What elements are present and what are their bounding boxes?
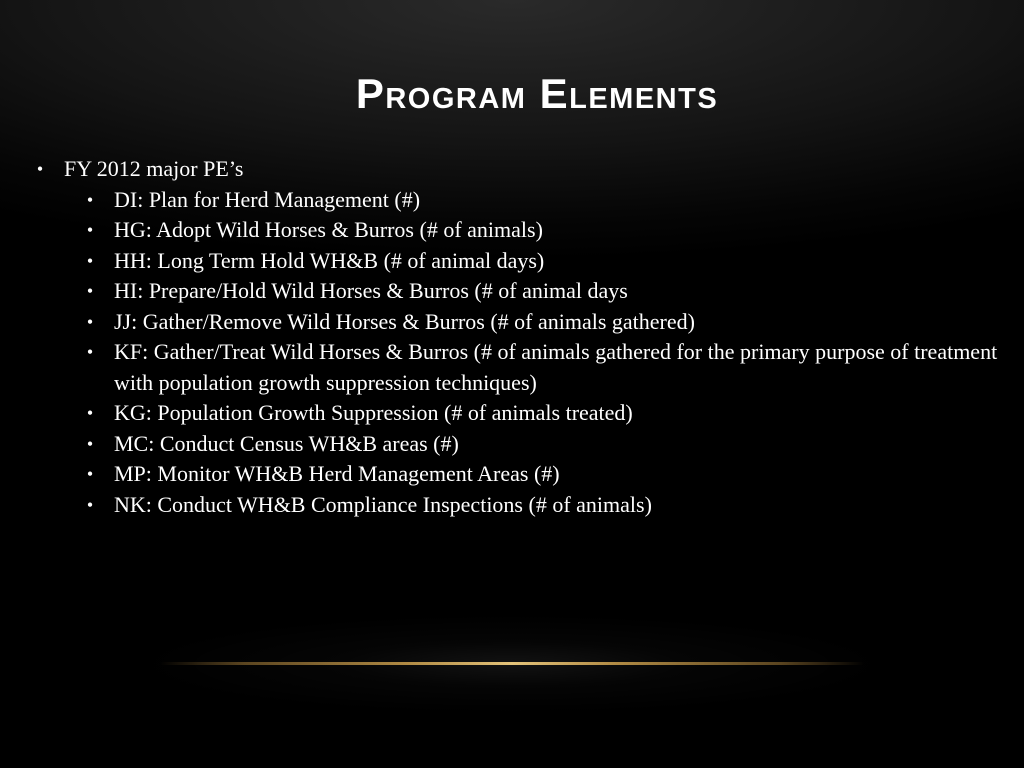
list-item-main: [30, 154, 1000, 520]
bullet-icon: •: [86, 311, 94, 332]
bullet-icon: •: [86, 342, 94, 362]
sub-list-item: [80, 398, 1000, 429]
slide-title: Program Elements: [355, 70, 719, 117]
slide-body: [30, 154, 1000, 520]
sub-list-item: [80, 215, 1000, 246]
bullet-icon: •: [86, 433, 94, 454]
bullet-icon: •: [86, 220, 94, 240]
sub-list-item-label: JJ: Gather/Remove Wild Horses & Burros (# of animals gathered): [114, 308, 695, 334]
sub-list-item: [80, 307, 1000, 338]
sub-list-item: [80, 246, 1000, 277]
sub-list-item: [80, 459, 1000, 490]
sub-list-item-label: HI: Prepare/Hold Wild Horses & Burros (# of animal days: [114, 278, 628, 303]
sub-list-item-label: MC: Conduct Census WH&B areas (#): [114, 430, 459, 456]
sub-list-item-label: HH: Long Term Hold WH&B (# of animal days): [114, 247, 545, 273]
accent-divider-line: [160, 662, 864, 665]
sub-list-item-label: KF: Gather/Treat Wild Horses & Burros (# of animals gathered for the primary purpose of treatment with population growth suppression techniques): [114, 339, 998, 395]
list-item-label: FY 2012 major PE’s: [64, 156, 244, 181]
bullet-icon: •: [86, 464, 94, 484]
bullet-icon: •: [86, 250, 94, 271]
bullet-icon: •: [86, 494, 94, 515]
sub-list-item-label: DI: Plan for Herd Management (#): [114, 186, 421, 212]
sub-list-item-label: MP: Monitor WH&B Herd Management Areas (#): [114, 461, 560, 486]
sub-list-item: [80, 490, 1000, 521]
sub-list-item-label: NK: Conduct WH&B Compliance Inspections (# of animals): [114, 491, 652, 517]
sub-list-item-label: KG: Population Growth Suppression (# of animals treated): [114, 400, 633, 425]
sub-list-item: [80, 276, 1000, 307]
sub-list-item: [80, 185, 1000, 216]
bullet-icon: •: [36, 159, 44, 179]
bullet-list: [30, 154, 1000, 520]
sub-list-item: [80, 337, 1000, 398]
bullet-icon: •: [86, 189, 94, 210]
sub-list-item-label: HG: Adopt Wild Horses & Burros (# of animals): [114, 217, 543, 242]
sub-list-item: [80, 429, 1000, 460]
sub-bullet-list: [80, 185, 1000, 521]
bottom-glow: [120, 600, 904, 720]
bullet-icon: •: [86, 281, 94, 301]
bullet-icon: •: [86, 403, 94, 423]
